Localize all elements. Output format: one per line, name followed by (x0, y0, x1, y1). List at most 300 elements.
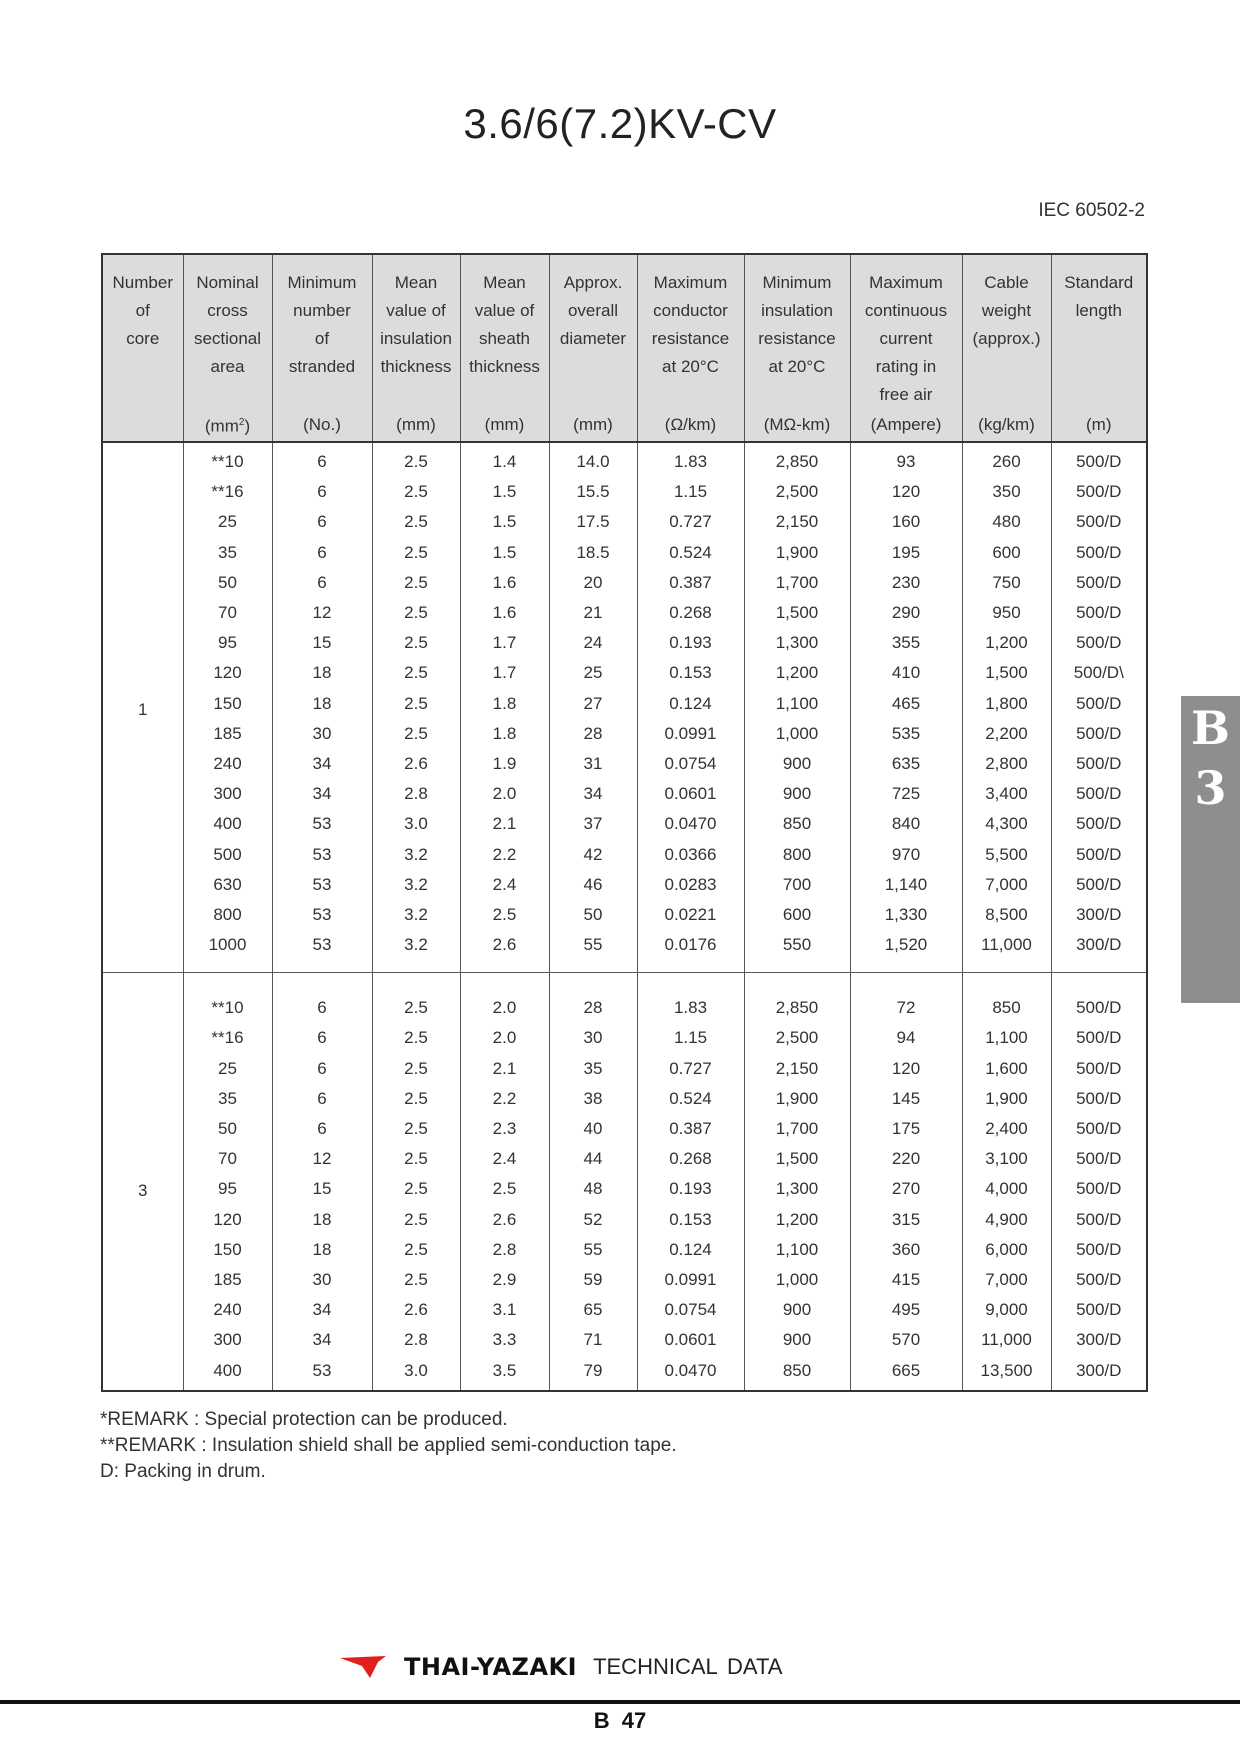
table-cell: 7,000 (962, 1265, 1051, 1295)
column-header-line: stranded (288, 357, 356, 376)
table-cell: 500/D (1051, 1114, 1147, 1144)
table-cell: 1.5 (460, 538, 549, 568)
table-cell: 0.0991 (637, 719, 744, 749)
table-cell: 3.3 (460, 1325, 549, 1355)
table-cell: 0.387 (637, 568, 744, 598)
brand-name: THAI-YAZAKI (404, 1653, 578, 1681)
table-cell: 0.727 (637, 507, 744, 537)
table-cell: 9,000 (962, 1295, 1051, 1325)
table-cell: 46 (549, 870, 637, 900)
table-cell: 900 (744, 1295, 850, 1325)
table-cell: 1.83 (637, 973, 744, 1024)
table-cell: 2,850 (744, 973, 850, 1024)
table-cell: 6 (272, 442, 372, 477)
standard-reference: IEC 60502-2 (1038, 200, 1145, 221)
table-cell: 500/D (1051, 628, 1147, 658)
table-cell: 18 (272, 1205, 372, 1235)
table-cell: 0.0754 (637, 1295, 744, 1325)
table-cell: 0.524 (637, 538, 744, 568)
table-cell: 2,400 (962, 1114, 1051, 1144)
table-cell: 1.9 (460, 749, 549, 779)
table-cell: 2.6 (460, 1205, 549, 1235)
table-cell: 700 (744, 870, 850, 900)
table-cell: 0.193 (637, 1174, 744, 1204)
table-cell: 230 (850, 568, 962, 598)
table-row (102, 1325, 1147, 1355)
table-cell: 900 (744, 779, 850, 809)
column-header (102, 254, 183, 409)
table-cell: 500/D (1051, 442, 1147, 477)
table-cell: 970 (850, 839, 962, 869)
table-cell: 2.2 (460, 1084, 549, 1114)
table-cell: 25 (183, 1054, 272, 1084)
table-cell: 12 (272, 1144, 372, 1174)
table-cell: 1,100 (962, 1023, 1051, 1053)
table-cell: 1.4 (460, 442, 549, 477)
table-cell: 24 (549, 628, 637, 658)
table-cell: 500/D (1051, 1205, 1147, 1235)
table-cell: 8,500 (962, 900, 1051, 930)
table-cell: 2.5 (372, 1265, 460, 1295)
column-header (272, 254, 372, 409)
table-cell: 1,500 (744, 598, 850, 628)
table-cell: 95 (183, 1174, 272, 1204)
section-tab-number: 3 (1194, 761, 1227, 815)
table-cell: 13,500 (962, 1355, 1051, 1390)
table-cell: 3.1 (460, 1295, 549, 1325)
table-cell: 1,900 (744, 1084, 850, 1114)
table-cell: 14.0 (549, 442, 637, 477)
table-cell: 500/D (1051, 689, 1147, 719)
table-cell: 2.8 (460, 1235, 549, 1265)
table-cell: 0.524 (637, 1084, 744, 1114)
column-unit: (Ampere) (850, 409, 962, 442)
table-cell: 4,300 (962, 809, 1051, 839)
column-header (744, 254, 850, 409)
table-cell: 94 (850, 1023, 962, 1053)
table-header (102, 254, 1147, 442)
core-count-cell: 1 (102, 442, 183, 973)
table-cell: 15 (272, 628, 372, 658)
table-row (102, 839, 1147, 869)
table-cell: 2.2 (460, 839, 549, 869)
table-cell: 30 (272, 719, 372, 749)
table-cell: 0.153 (637, 658, 744, 688)
table-cell: 0.153 (637, 1205, 744, 1235)
column-header (850, 254, 962, 409)
cable-spec-table (101, 253, 1148, 1392)
column-unit: $(mm^2)$ (183, 409, 272, 442)
table-cell: 4,900 (962, 1205, 1051, 1235)
column-unit: (Ω/km) (637, 409, 744, 442)
table-cell: 34 (272, 749, 372, 779)
column-header-line: core (126, 329, 160, 348)
table-cell: 1,000 (744, 719, 850, 749)
table-cell: 6 (272, 1054, 372, 1084)
table-cell: 500/D (1051, 1084, 1147, 1114)
table-cell: 95 (183, 628, 272, 658)
column-header-line: Minimum (762, 273, 832, 292)
column-unit (102, 409, 183, 442)
table-cell: 1,140 (850, 870, 962, 900)
table-cell: **16 (183, 477, 272, 507)
table-cell: 800 (744, 839, 850, 869)
table-cell: 2,500 (744, 1023, 850, 1053)
table-cell: 93 (850, 442, 962, 477)
table-cell: 535 (850, 719, 962, 749)
table-cell: 40 (549, 1114, 637, 1144)
table-cell: 500/D (1051, 1144, 1147, 1174)
table-cell: 6 (272, 1084, 372, 1114)
table-cell: 0.193 (637, 628, 744, 658)
column-header-line: number (293, 301, 351, 320)
column-header-line: current (879, 329, 933, 348)
table-cell: 0.0366 (637, 839, 744, 869)
table-cell: 25 (549, 658, 637, 688)
column-header-line: Standard (1064, 273, 1134, 292)
table-cell: 570 (850, 1325, 962, 1355)
page-number: B 47 (593, 1708, 647, 1733)
column-unit: (mm) (460, 409, 549, 442)
table-cell: 725 (850, 779, 962, 809)
table-cell: 3.2 (372, 930, 460, 973)
table-cell: 0.727 (637, 1054, 744, 1084)
table-cell: 65 (549, 1295, 637, 1325)
table-row (102, 538, 1147, 568)
table-cell: 1,330 (850, 900, 962, 930)
table-cell: 2.0 (460, 779, 549, 809)
table-cell: 2.5 (372, 719, 460, 749)
column-header-line: at 20°C (768, 357, 826, 376)
table-row (102, 1084, 1147, 1114)
table-row (102, 1265, 1147, 1295)
table-cell: 465 (850, 689, 962, 719)
table-cell: 0.0991 (637, 1265, 744, 1295)
table-cell: 2.5 (372, 507, 460, 537)
table-cell: 48 (549, 1174, 637, 1204)
table-cell: 600 (744, 900, 850, 930)
table-cell: 6 (272, 1114, 372, 1144)
table-cell: 3.0 (372, 809, 460, 839)
table-cell: 6 (272, 507, 372, 537)
table-cell: 500/D (1051, 719, 1147, 749)
column-header-line: Number (112, 273, 173, 292)
table-cell: 2.5 (372, 1144, 460, 1174)
table-cell: 2.5 (372, 1084, 460, 1114)
table-row (102, 568, 1147, 598)
table-cell: 1,900 (744, 538, 850, 568)
table-cell: 1.8 (460, 719, 549, 749)
table-cell: 500/D (1051, 568, 1147, 598)
table-cell: 34 (272, 1295, 372, 1325)
table-cell: 2,150 (744, 507, 850, 537)
table-cell: 1.6 (460, 598, 549, 628)
table-cell: 2.5 (460, 900, 549, 930)
remark-packing-drum: D: Packing in drum. (100, 1461, 266, 1482)
three-core-group (102, 973, 1147, 1391)
table-cell: 300 (183, 1325, 272, 1355)
column-header-line: resistance (758, 329, 836, 348)
table-cell: 500/D (1051, 973, 1147, 1024)
table-cell: 1,200 (744, 1205, 850, 1235)
table-cell: 72 (850, 973, 962, 1024)
column-unit: (MΩ-km) (744, 409, 850, 442)
table-row (102, 749, 1147, 779)
brand-tagline: TECHNICAL DATA (593, 1654, 783, 1679)
table-cell: 2.5 (372, 538, 460, 568)
table-cell: 2.1 (460, 1054, 549, 1084)
table-cell: 27 (549, 689, 637, 719)
table-cell: 500/D (1051, 1054, 1147, 1084)
table-cell: 630 (183, 870, 272, 900)
table-row (102, 1355, 1147, 1390)
table-cell: 500/D (1051, 809, 1147, 839)
column-header-line: Maximum (869, 273, 943, 292)
table-cell: 1.15 (637, 477, 744, 507)
table-cell: 71 (549, 1325, 637, 1355)
table-cell: 1.7 (460, 628, 549, 658)
table-cell: 2.5 (372, 1023, 460, 1053)
table-cell: 34 (272, 779, 372, 809)
table-cell: 1,200 (744, 658, 850, 688)
table-cell: 59 (549, 1265, 637, 1295)
table-row (102, 658, 1147, 688)
column-header-line: weight (981, 301, 1032, 320)
table-cell: 500/D (1051, 538, 1147, 568)
section-tab-letter: B (1191, 701, 1230, 755)
table-cell: 2.5 (372, 628, 460, 658)
table-cell: 1,700 (744, 568, 850, 598)
table-cell: 220 (850, 1144, 962, 1174)
table-cell: 840 (850, 809, 962, 839)
table-cell: 2.6 (460, 930, 549, 973)
table-cell: 38 (549, 1084, 637, 1114)
table-row (102, 1054, 1147, 1084)
table-cell: 21 (549, 598, 637, 628)
core-count-cell: 3 (102, 973, 183, 1391)
table-cell: 2.5 (372, 568, 460, 598)
table-cell: 3,100 (962, 1144, 1051, 1174)
section-tab[interactable] (1181, 696, 1240, 1003)
table-cell: 1,800 (962, 689, 1051, 719)
table-cell: 1,600 (962, 1054, 1051, 1084)
column-header-line: Minimum (287, 273, 357, 292)
table-cell: 185 (183, 1265, 272, 1295)
table-cell: 120 (850, 1054, 962, 1084)
column-header (372, 254, 460, 409)
table-cell: 500/D (1051, 1174, 1147, 1204)
table-cell: 2,500 (744, 477, 850, 507)
table-cell: 28 (549, 719, 637, 749)
column-header-line: conductor (653, 301, 728, 320)
column-unit: (kg/km) (962, 409, 1051, 442)
column-header-line: Mean (394, 273, 438, 292)
table-cell: 300/D (1051, 930, 1147, 973)
remark-insulation-shield: **REMARK : Insulation shield shall be applied semi-conduction tape. (100, 1435, 677, 1456)
table-cell: 5,500 (962, 839, 1051, 869)
table-cell: 30 (549, 1023, 637, 1053)
table-cell: 2.8 (372, 1325, 460, 1355)
table-cell: 2.5 (372, 1114, 460, 1144)
table-cell: 500/D (1051, 477, 1147, 507)
page-title: 3.6/6(7.2)KV-CV (463, 100, 777, 147)
column-header-line: area (210, 357, 245, 376)
table-cell: 3.2 (372, 870, 460, 900)
table-cell: 31 (549, 749, 637, 779)
table-row (102, 442, 1147, 477)
table-cell: 35 (183, 538, 272, 568)
table-row (102, 930, 1147, 973)
table-cell: 145 (850, 1084, 962, 1114)
table-cell: 400 (183, 1355, 272, 1390)
table-cell: 70 (183, 1144, 272, 1174)
table-cell: 37 (549, 809, 637, 839)
thai-yazaki-logo-icon (340, 1654, 386, 1680)
table-row (102, 689, 1147, 719)
table-cell: 150 (183, 1235, 272, 1265)
table-cell: 50 (183, 568, 272, 598)
table-cell: 1,100 (744, 1235, 850, 1265)
table-cell: 6,000 (962, 1235, 1051, 1265)
table-cell: 15.5 (549, 477, 637, 507)
table-row (102, 477, 1147, 507)
table-cell: 120 (183, 658, 272, 688)
table-row (102, 507, 1147, 537)
table-cell: 2.5 (372, 973, 460, 1024)
table-cell: 7,000 (962, 870, 1051, 900)
table-row (102, 779, 1147, 809)
table-cell: 2.0 (460, 973, 549, 1024)
table-row (102, 1235, 1147, 1265)
column-header (460, 254, 549, 409)
table-cell: 1,200 (962, 628, 1051, 658)
table-cell: 35 (549, 1054, 637, 1084)
table-cell: 6 (272, 1023, 372, 1053)
table-cell: 500/D (1051, 1235, 1147, 1265)
table-cell: 1.6 (460, 568, 549, 598)
table-cell: 1.83 (637, 442, 744, 477)
table-cell: 0.124 (637, 1235, 744, 1265)
table-cell: 500/D (1051, 1265, 1147, 1295)
table-cell: 53 (272, 809, 372, 839)
column-unit: (No.) (272, 409, 372, 442)
column-header-line: thickness (380, 357, 452, 376)
table-cell: 2.4 (460, 1144, 549, 1174)
table-cell: **10 (183, 442, 272, 477)
table-cell: 20 (549, 568, 637, 598)
table-row (102, 1023, 1147, 1053)
table-row (102, 973, 1147, 1024)
table-cell: 2,850 (744, 442, 850, 477)
table-cell: 0.0176 (637, 930, 744, 973)
table-cell: 2.5 (372, 1054, 460, 1084)
column-unit: (mm) (549, 409, 637, 442)
column-unit: (mm) (372, 409, 460, 442)
table-cell: 600 (962, 538, 1051, 568)
table-cell: 240 (183, 749, 272, 779)
table-cell: 185 (183, 719, 272, 749)
table-cell: 2.5 (460, 1174, 549, 1204)
column-header (962, 254, 1051, 409)
table-cell: 2,150 (744, 1054, 850, 1084)
table-cell: 2.5 (372, 598, 460, 628)
table-cell: 550 (744, 930, 850, 973)
table-cell: 1,500 (744, 1144, 850, 1174)
table-cell: 850 (744, 1355, 850, 1390)
table-cell: 0.124 (637, 689, 744, 719)
table-cell: 53 (272, 930, 372, 973)
table-cell: 2.9 (460, 1265, 549, 1295)
table-cell: 800 (183, 900, 272, 930)
table-cell: 500/D\ (1051, 658, 1147, 688)
table-row (102, 598, 1147, 628)
table-cell: 410 (850, 658, 962, 688)
table-cell: 160 (850, 507, 962, 537)
table-cell: 260 (962, 442, 1051, 477)
table-cell: 495 (850, 1295, 962, 1325)
column-header (1051, 254, 1147, 409)
table-cell: 500/D (1051, 870, 1147, 900)
table-cell: **16 (183, 1023, 272, 1053)
table-cell: 2.5 (372, 1205, 460, 1235)
column-header-line: continuous (864, 301, 948, 320)
column-header-line: Nominal (196, 273, 259, 292)
table-cell: 290 (850, 598, 962, 628)
table-cell: 2.3 (460, 1114, 549, 1144)
table-cell: 0.0470 (637, 1355, 744, 1390)
column-header-line: length (1075, 301, 1122, 320)
table-cell: 70 (183, 598, 272, 628)
table-cell: 52 (549, 1205, 637, 1235)
table-cell: 0.0221 (637, 900, 744, 930)
table-cell: 1.5 (460, 507, 549, 537)
table-row (102, 809, 1147, 839)
table-cell: 2.4 (460, 870, 549, 900)
column-header-line: of (135, 301, 150, 320)
column-header-line: rating in (875, 357, 937, 376)
table-cell: 1,300 (744, 1174, 850, 1204)
footer-brand (340, 1647, 782, 1687)
table-row (102, 719, 1147, 749)
table-cell: **10 (183, 973, 272, 1024)
table-cell: 55 (549, 1235, 637, 1265)
table-cell: 25 (183, 507, 272, 537)
table-cell: 53 (272, 900, 372, 930)
table-cell: 0.0601 (637, 1325, 744, 1355)
table-cell: 175 (850, 1114, 962, 1144)
table-cell: 0.0283 (637, 870, 744, 900)
table-cell: 300/D (1051, 1325, 1147, 1355)
table-cell: 500/D (1051, 779, 1147, 809)
table-cell: 1.15 (637, 1023, 744, 1053)
table-cell: 0.387 (637, 1114, 744, 1144)
table-cell: 1,300 (744, 628, 850, 658)
table-cell: 2.5 (372, 689, 460, 719)
table-cell: 500/D (1051, 598, 1147, 628)
table-cell: 360 (850, 1235, 962, 1265)
table-cell: 6 (272, 973, 372, 1024)
column-header-line: Mean (483, 273, 526, 292)
table-cell: 79 (549, 1355, 637, 1390)
table-cell: 300/D (1051, 1355, 1147, 1390)
table-cell: 270 (850, 1174, 962, 1204)
column-header-line: sheath (478, 329, 531, 348)
remark-special-protection: *REMARK : Special protection can be produced. (100, 1409, 508, 1430)
table-cell: 1,520 (850, 930, 962, 973)
column-header-line: Maximum (653, 273, 728, 292)
table-cell: 2,800 (962, 749, 1051, 779)
column-header-line: of (314, 329, 330, 348)
